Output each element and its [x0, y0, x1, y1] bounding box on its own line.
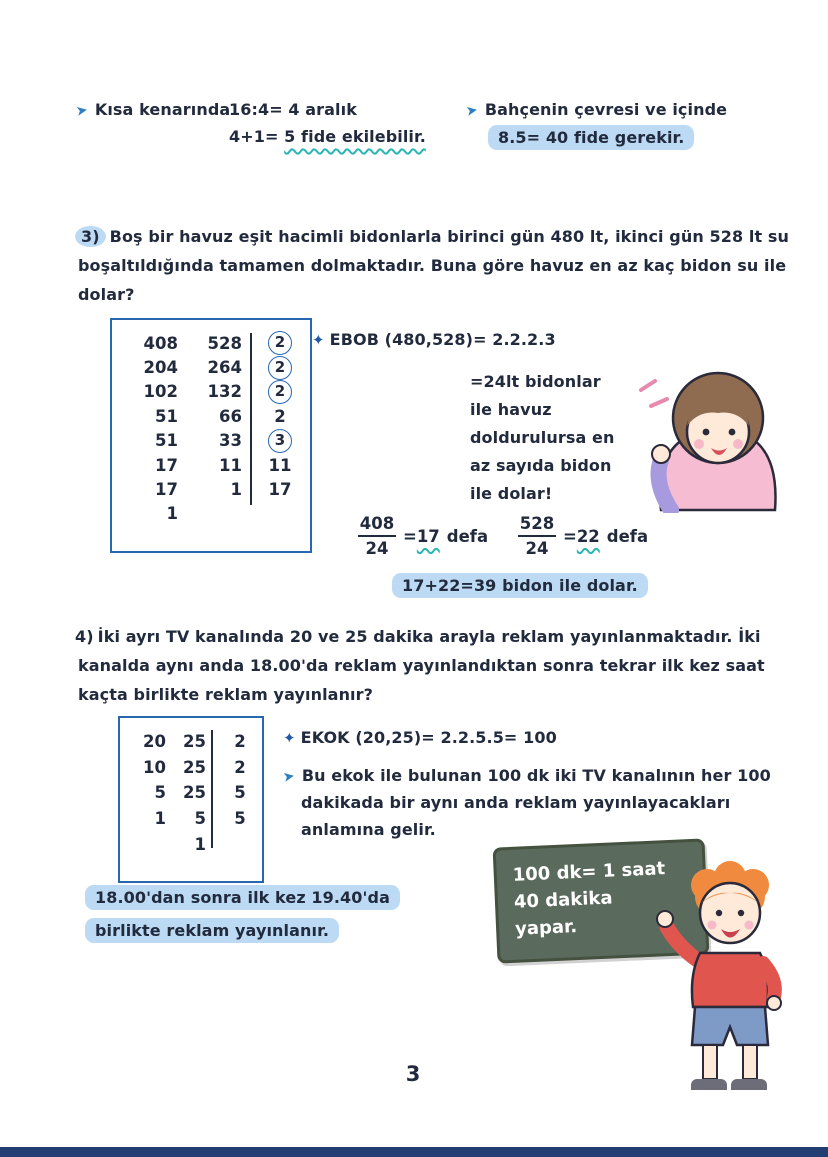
note-garden: [466, 100, 727, 119]
fraction: [358, 514, 396, 558]
dividend-b: 11: [219, 455, 242, 475]
problem4-conclusion-text2: birlikte reklam yayınlanır.: [85, 918, 339, 943]
table-row: [120, 729, 262, 755]
denominator: 24: [525, 539, 549, 559]
dividend-b: 1: [230, 480, 242, 500]
equals-result: [563, 527, 600, 546]
calc2-underlined: 5 fide ekilebilir.: [284, 127, 426, 146]
ekok-result: [283, 728, 557, 747]
dividend-a: 20: [143, 732, 166, 752]
dividend-a: 1: [166, 504, 178, 524]
division-table-20-25: [118, 716, 264, 883]
note-garden-line2: 8.5= 40 fide gerekir.: [488, 125, 694, 150]
chalkboard-line3: yapar.: [514, 916, 578, 940]
numerator: 528: [519, 514, 555, 533]
divisor: 17: [268, 480, 292, 500]
arrow-bullet-icon: ➤: [464, 102, 480, 120]
dividend-b: 264: [207, 358, 242, 378]
divisor: 5: [234, 783, 246, 803]
fraction-calc-408: [358, 514, 488, 558]
bidon-note-line1: =24lt bidonlar: [470, 372, 601, 391]
problem3-text1: Boş bir havuz eşit hacimli bidonlarla birinci gün 480 lt, ikinci gün 528 lt su: [109, 227, 789, 246]
arrow-bullet-icon: ➤: [281, 768, 297, 786]
ekok-note-line2: dakikada bir aynı anda reklam yayınlayacakları: [301, 793, 731, 812]
ebob-text: EBOB (480,528)= 2.2.2.3: [329, 330, 556, 349]
note-garden-result: [488, 128, 694, 147]
dividend-a: 5: [154, 783, 166, 803]
dividend-b: 528: [207, 333, 242, 353]
problem4-number: 4): [75, 627, 94, 646]
table-row: [112, 429, 310, 453]
dividend-b: 132: [207, 382, 242, 402]
ebob-result: [312, 330, 556, 349]
note-garden-line1: Bahçenin çevresi ve içinde: [484, 100, 728, 119]
divisor-circled: 3: [268, 429, 292, 453]
table-row: [120, 806, 262, 832]
calc2-prefix: 4+1=: [229, 127, 285, 146]
problem4-line1: [75, 622, 761, 651]
dividend-a: 51: [155, 431, 178, 451]
chalkboard-line2: 40 dakika: [513, 887, 613, 913]
table-row: [112, 404, 310, 428]
table-row: [112, 380, 310, 404]
table-row: [112, 502, 310, 526]
problem3-line1: [75, 222, 789, 251]
dividend-a: 17: [155, 455, 178, 475]
dividend-b: 25: [183, 732, 206, 752]
ekok-text: EKOK (20,25)= 2.2.5.5= 100: [300, 728, 557, 747]
dividend-a: 102: [143, 382, 178, 402]
fraction-calc-528: [518, 514, 648, 558]
problem4-conclusion-line2: [85, 921, 339, 940]
result-value: 22: [576, 526, 600, 546]
divisor-circled: 2: [268, 380, 292, 404]
dividend-a: 51: [155, 406, 178, 426]
problem3-line3: dolar?: [78, 285, 135, 304]
problem4-conclusion-line1: [85, 888, 400, 907]
arrow-bullet-icon: ➤: [74, 102, 90, 120]
problem3-conclusion: [392, 576, 648, 595]
note-short-side-calc1: 16:4= 4 aralık: [229, 100, 357, 119]
star-bullet-icon: ✦: [312, 331, 325, 349]
star-bullet-icon: ✦: [283, 729, 296, 747]
problem4-conclusion-text1: 18.00'dan sonra ilk kez 19.40'da: [85, 885, 400, 910]
division-line: [250, 333, 252, 505]
problem4-line2: kanalda aynı anda 18.00'da reklam yayınlandıktan sonra tekrar ilk kez saat: [78, 656, 765, 675]
girl-illustration: [625, 358, 795, 517]
bidon-note-line4: az sayıda bidon: [470, 456, 612, 475]
table-row: [120, 780, 262, 806]
ekok-note-line1: [283, 766, 771, 785]
table-row: [112, 453, 310, 477]
divisor-circled: 2: [268, 356, 292, 380]
divisor: 2: [234, 732, 246, 752]
divisor: 5: [234, 809, 246, 829]
dividend-b: 5: [194, 809, 206, 829]
divisor: 2: [274, 406, 286, 426]
chalkboard-line1: 100 dk= 1 saat: [512, 858, 666, 886]
ekok-note-line3: anlamına gelir.: [301, 820, 436, 839]
fraction-bar: [518, 535, 556, 537]
bidon-note-line5: ile dolar!: [470, 484, 553, 503]
note-short-side-calc2: [229, 127, 426, 146]
note-short-side: [76, 100, 230, 119]
divisor: 2: [234, 757, 246, 777]
dividend-b: 1: [194, 834, 206, 854]
table-row: [112, 355, 310, 379]
dividend-a: 10: [143, 757, 166, 777]
table-row: [120, 831, 262, 857]
dividend-a: 204: [143, 358, 178, 378]
dividend-b: 25: [183, 783, 206, 803]
division-table-408-528: [110, 318, 312, 553]
division-line: [211, 730, 213, 848]
numerator: 408: [359, 514, 395, 533]
fraction: [518, 514, 556, 558]
note-short-side-label: Kısa kenarında: [94, 100, 231, 119]
result-unit: defa: [446, 526, 489, 546]
bidon-note-line3: doldurulursa en: [470, 428, 615, 447]
ekok-note-text1: Bu ekok ile bulunan 100 dk iki TV kanalının her 100: [301, 766, 771, 785]
divisor: 11: [268, 455, 292, 475]
equals-sign: =: [563, 526, 577, 546]
fraction-bar: [358, 535, 396, 537]
problem3-number: 3): [75, 226, 106, 247]
bidon-note-line2: ile havuz: [470, 400, 552, 419]
dividend-b: 25: [183, 757, 206, 777]
result-unit: defa: [606, 526, 649, 546]
dividend-b: 33: [219, 431, 242, 451]
problem4-text1: İki ayrı TV kanalında 20 ve 25 dakika arayla reklam yayınlanmaktadır. İki: [97, 627, 761, 646]
divisor-circled: 2: [268, 331, 292, 355]
dividend-a: 17: [155, 480, 178, 500]
dividend-a: 1: [154, 809, 166, 829]
boy-illustration: [645, 855, 820, 1104]
page-number: 3: [405, 1062, 421, 1086]
problem3-line2: boşaltıldığında tamamen dolmaktadır. Buna göre havuz en az kaç bidon su ile: [78, 256, 787, 275]
equals-sign: =: [403, 526, 417, 546]
table-row: [112, 477, 310, 501]
equals-result: [403, 527, 440, 546]
problem4-line3: kaçta birlikte reklam yayınlanır?: [78, 685, 374, 704]
table-row: [112, 331, 310, 355]
table-row: [120, 755, 262, 781]
dividend-a: 408: [143, 333, 178, 353]
dividend-b: 66: [219, 406, 242, 426]
problem3-conclusion-text: 17+22=39 bidon ile dolar.: [392, 573, 648, 598]
page-footer-bar: [0, 1147, 828, 1157]
result-value: 17: [416, 526, 440, 546]
denominator: 24: [365, 539, 389, 559]
